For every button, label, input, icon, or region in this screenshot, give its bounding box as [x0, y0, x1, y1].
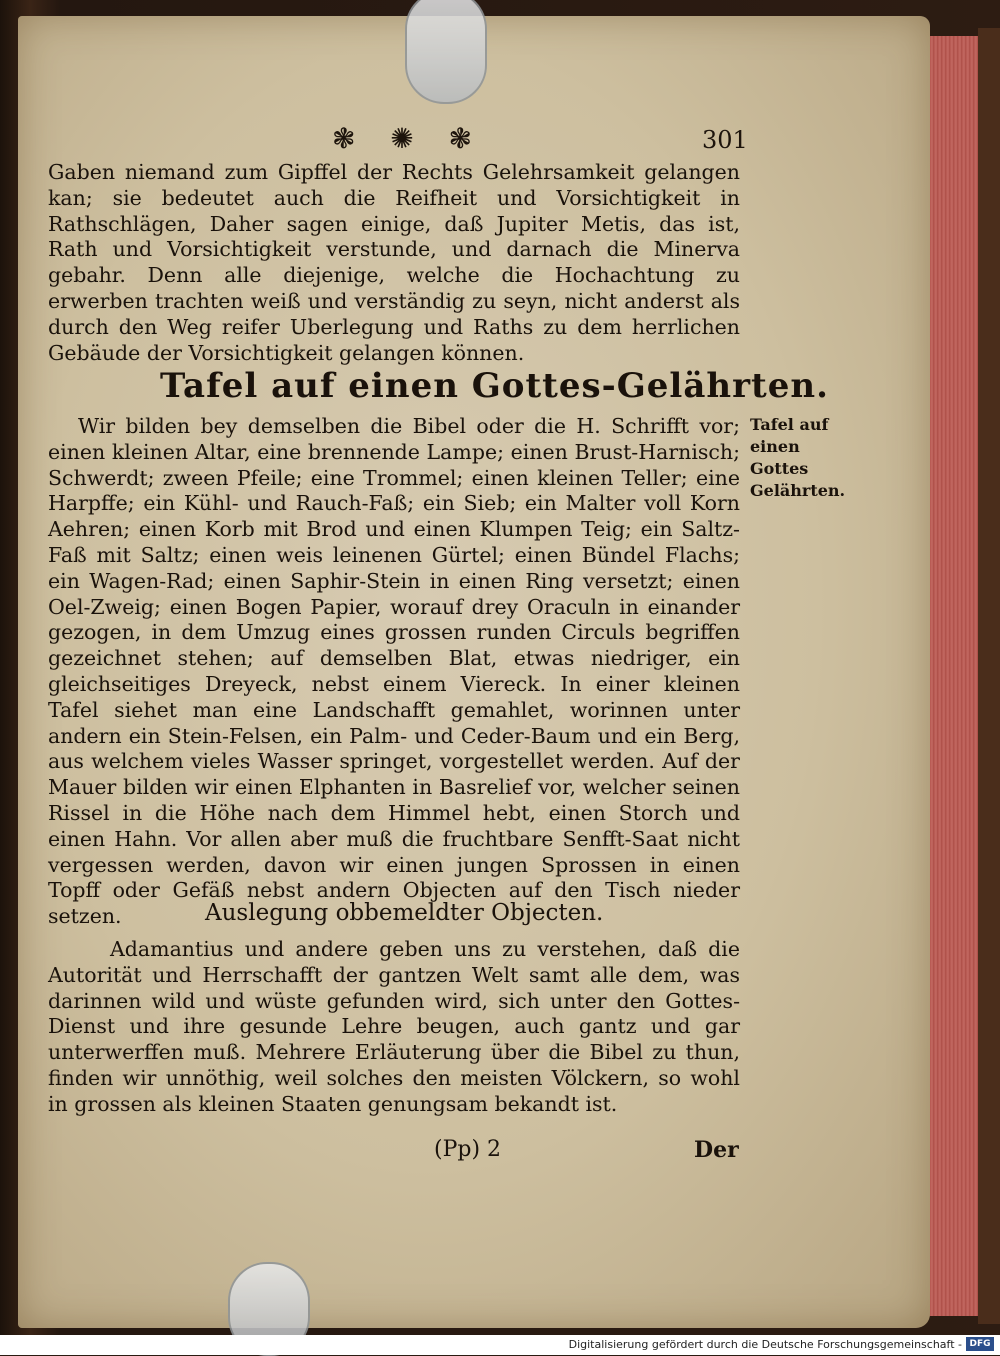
paragraph-continued: Gaben niemand zum Gipffel der Rechts Gelehrsamkeit gelangen kan; sie bedeutet auch die Reifheit und Vorsichtigkeit in Rathschlägen, Daher sagen einige, daß Jupiter Metis, das ist, Rath und Vorsichtigkeit verstunde, und darnach die Minerva gebahr. Denn alle diejenige, welche die Hochachtung zu erwerben trachten weiß und verständig zu seyn, nicht anderst als durch den Weg reifer Uberlegung und Raths zu dem herrlichen Gebäude der Vorsichtigkeit gelangen können. [48, 160, 740, 365]
page-number: 301 [702, 126, 748, 154]
page-clip-top [405, 0, 487, 104]
signature-mark: (Pp) 2 [434, 1137, 502, 1162]
ornament-flower-icon: ✺ [390, 122, 414, 155]
sub-heading: Auslegung obbemeldter Objecten. [205, 900, 604, 926]
marginal-note: Tafel auf einen Gottes Gelährten. [750, 415, 846, 500]
catchword: Der [694, 1137, 739, 1163]
paragraph-description: Wir bilden bey demselben die Bibel oder die H. Schrifft vor; einen kleinen Altar, eine brennende Lampe; einen Brust-Harnisch; Schwerdt; zween Pfeile; eine Trommel; einen kleinen Teller; eine Harpffe; ein Kühl- und Rauch-Faß; ein Sieb; ein Malter voll Korn Aehren; einen Korb mit Brod und einen Klumpen Teig; ein Saltz-Faß mit Saltz; einen weis leinenen Gürtel; einen Bündel Flachs; ein Wagen-Rad; einen Saphir-Stein in einen Ring versetzt; einen Oel-Zweig; einen Bogen Papier, worauf drey Oraculn in einander gezogen, in dem Umzug eines grossen runden Circuls begriffen gezeichnet stehen; auf demselben Blat, etwas niedriger, ein gleichseitiges Dreyeck, nebst einem Viereck. In einer kleinen Tafel siehet man eine Landschafft gemahlet, worinnen unter andern ein Stein-Felsen, ein Palm- und Ceder-Baum und ein Berg, aus welchem vieles Wasser springet, vorgestellet werden. Auf der Mauer bilden wir einen Elphanten in Basrelief vor, welcher seinen Rissel in die Höhe nach dem Himmel hebt, einen Storch und einen Hahn. Vor allen aber muß die fruchtbare Senfft-Saat nicht vergessen werden, davon wir einen jungen Sprossen in einen Topff oder Gefäß nebst andern Objecten auf den Tisch nieder setzen. [48, 414, 740, 929]
paragraph-interpretation: Adamantius und andere geben uns zu verstehen, daß die Autorität und Herrschafft der gantzen Welt samt alle dem, was darinnen wild und wüste gefunden wird, sich unter den Gottes-Dienst und ihre gesunde Lehre beugen, auch gantz und gar unterwerffen muß. Mehrere Erläuterung über die Bibel zu thun, finden wir unnöthig, weil solches den meisten Völckern, so wohl in grossen als kleinen Staaten genungsam bekandt ist. [48, 937, 740, 1116]
dfg-logo-icon: DFG [966, 1337, 994, 1351]
header-ornament [332, 122, 472, 156]
ornament-flower-icon: ❃ [332, 122, 356, 155]
digitization-credit: Digitalisierung gefördert durch die Deutsche Forschungsgemeinschaft - [568, 1338, 962, 1351]
ornament-flower-icon: ❃ [448, 122, 472, 155]
section-heading: Tafel auf einen Gottes-Gelährten. [160, 366, 829, 406]
book-cover-edge [978, 28, 1000, 1324]
